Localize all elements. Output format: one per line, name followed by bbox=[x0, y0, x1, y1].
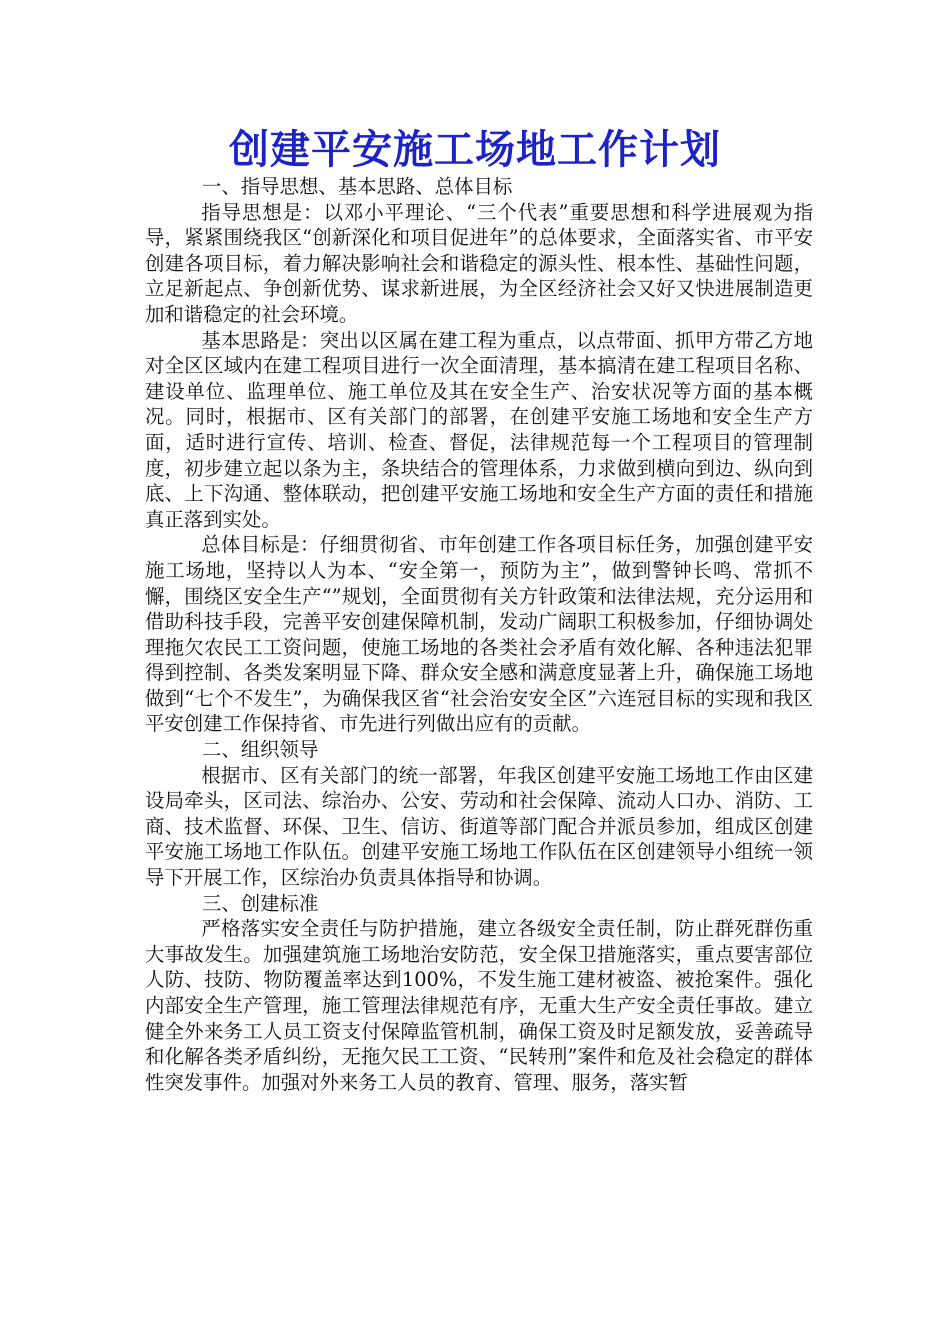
document-title: 创建平安施工场地工作计划 bbox=[229, 126, 721, 173]
paragraph-organization: 根据市、区有关部门的统一部署，年我区创建平安施工场地工作由区建设局牵头，区司法、综治办、公安、劳动和社会保障、流动人口办、消防、工商、技术监督、环保、卫生、信访、街道等部门配合并派员参加，组成区创建平安施工场地工作队伍。创建平安施工场地工作队伍在区创建领导小组统一领导下开展工作，区综治办负责具体指导和协调。 bbox=[145, 763, 813, 890]
paragraph-guiding-ideology: 指导思想是：以邓小平理论、“三个代表”重要思想和科学进展观为指导，紧紧围绕我区“创新深化和项目促进年”的总体要求，全面落实省、市平安创建各项目标，着力解决影响社会和谐稳定的源头性、根本性、基础性问题，立足新起点、争创新优势、谋求新进展，为全区经济社会又好又快进展制造更加和谐稳定的社会环境。 bbox=[145, 200, 813, 326]
section-heading-1: 一、指导思想、基本思路、总体目标 bbox=[202, 175, 513, 198]
paragraph-basic-approach: 基本思路是：突出以区属在建工程为重点，以点带面、抓甲方带乙方地对全区区域内在建工程项目进行一次全面清理，基本搞清在建工程项目名称、建设单位、监理单位、施工单位及其在安全生产、治安状况等方面的基本概况。同时，根据市、区有关部门的部署，在创建平安施工场地和安全生产方面，适时进行宣传、培训、检查、督促，法律规范每一个工程项目的管理制度，初步建立起以条为主，条块结合的管理体系，力求做到横向到边、纵向到底、上下沟通、整体联动，把创建平安施工场地和安全生产方面的责任和措施真正落到实处。 bbox=[145, 328, 813, 531]
section-heading-3: 三、创建标准 bbox=[202, 891, 319, 915]
document-body bbox=[145, 174, 813, 1095]
paragraph-overall-goal: 总体目标是：仔细贯彻省、市年创建工作各项目标任务，加强创建平安施工场地，坚持以人为本、“安全第一，预防为主”，做到警钟长鸣、常抓不懈，围绕区安全生产“”规划，全面贯彻有关方针政策和法律法规，充分运用和借助科技手段，完善平安创建保障机制，发动广阔职工积极参加，仔细协调处理拖欠农民工工资问题，使施工场地的各类社会矛盾有效化解、各种违法犯罪得到控制、各类发案明显下降、群众安全感和满意度显著上升，确保施工场地做到“七个不发生”，为确保我区省“社会治安安全区”六连冠目标的实现和我区平安创建工作保持省、市先进行列做出应有的贡献。 bbox=[145, 533, 813, 736]
paragraph-standards: 严格落实安全责任与防护措施，建立各级安全责任制，防止群死群伤重大事故发生。加强建筑施工场地治安防范，安全保卫措施落实，重点要害部位人防、技防、物防覆盖率达到100%，不发生施工建材被盗、被抢案件。强化内部安全生产管理，施工管理法律规范有序，无重大生产安全责任事故。建立健全外来务工人员工资支付保障监管机制，确保工资及时足额发放，妥善疏导和化解各类矛盾纠纷，无拖欠民工工资、“民转刑”案件和危及社会稳定的群体性突发事件。加强对外来务工人员的教育、管理、服务，落实暂 bbox=[145, 917, 813, 1094]
section-heading-2: 二、组织领导 bbox=[202, 738, 319, 762]
